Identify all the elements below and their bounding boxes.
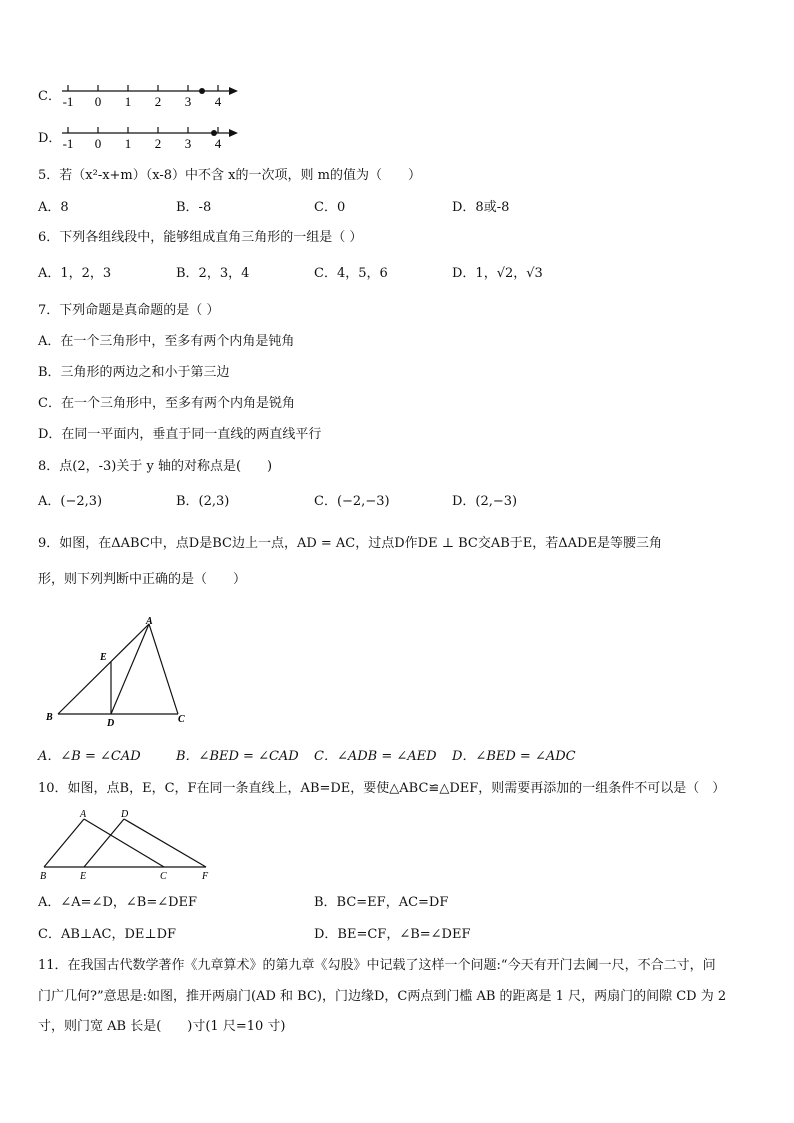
q10-label-e: E bbox=[80, 871, 87, 882]
numberline-tick-label: 0 bbox=[94, 136, 102, 151]
q10-label-d: D bbox=[121, 809, 129, 820]
numberline-d-point bbox=[211, 130, 217, 136]
numberline-tick-label: 3 bbox=[184, 94, 192, 109]
numberline-c-label: C． bbox=[38, 89, 61, 104]
q7-option-d: D．在同一平面内，垂直于同一直线的两直线平行 bbox=[38, 427, 322, 442]
q11-line-3: 寸，则门宽 AB 长是( )寸(1 尺=10 寸) bbox=[38, 1019, 286, 1034]
numberline-tick-label: 0 bbox=[94, 94, 102, 109]
numberline-tick-label: 2 bbox=[154, 94, 162, 109]
q9-label-e: E bbox=[100, 652, 107, 663]
q9-segment-ac bbox=[149, 624, 178, 714]
q9-figure bbox=[38, 612, 198, 728]
q9-option-b: B．∠BED = ∠CAD bbox=[176, 749, 299, 764]
q10-segment-df bbox=[124, 819, 206, 867]
q10-label-c: C bbox=[160, 871, 167, 882]
q6-option-b: B．2，3，4 bbox=[176, 266, 250, 281]
q7-option-b: B．三角形的两边之和小于第三边 bbox=[38, 365, 230, 380]
q6-stem: 6．下列各组线段中，能够组成直角三角形的一组是（ ） bbox=[38, 230, 363, 245]
q9-option-d: D．∠BED = ∠ADC bbox=[452, 749, 576, 764]
q9-label-c: C bbox=[178, 714, 185, 725]
numberline-tick-label: -1 bbox=[62, 136, 74, 151]
numberline-tick-label: 1 bbox=[124, 94, 132, 109]
q10-stem: 10．如图，点B，E，C，F在同一条直线上，AB=DE，要使△ABC≌△DEF，则需要再添加的一组条件不可以是（ ） bbox=[38, 781, 726, 796]
q9-segment-ab bbox=[58, 624, 149, 714]
q5-stem: 5．若（x²-x+m）（x-8）中不含 x的一次项，则 m的值为（ ） bbox=[38, 168, 421, 183]
q9-segment-ad bbox=[111, 624, 149, 714]
q9-stem-line2: 形，则下列判断中正确的是（ ） bbox=[38, 572, 247, 587]
q8-option-b: B．(2,3) bbox=[176, 494, 230, 509]
q5-option-d: D．8或-8 bbox=[452, 200, 510, 215]
q10-label-b: B bbox=[40, 871, 47, 882]
numberline-tick-label: 3 bbox=[184, 136, 192, 151]
q8-option-d: D．(2,−3) bbox=[452, 494, 518, 509]
q9-label-a: A bbox=[146, 616, 153, 627]
q5-option-a: A．8 bbox=[38, 200, 69, 215]
q9-option-a: A．∠B = ∠CAD bbox=[38, 749, 141, 764]
numberline-tick-label: 1 bbox=[124, 136, 132, 151]
q5-option-c: C．0 bbox=[314, 200, 346, 215]
numberline-tick-label: 4 bbox=[214, 136, 222, 151]
numberline-c-point bbox=[199, 88, 205, 94]
q10-segment-de bbox=[84, 819, 124, 867]
q9-label-b: B bbox=[46, 712, 53, 723]
q9-stem-line1: 9．如图，在ΔABC中，点D是BC边上一点，AD = AC，过点D作DE ⊥ BC交AB于E，若ΔADE是等腰三角 bbox=[38, 536, 662, 551]
q8-option-c: C．(−2,−3) bbox=[314, 494, 390, 509]
q10-figure bbox=[38, 806, 218, 882]
q10-option-b: B．BC=EF，AC=DF bbox=[314, 895, 449, 910]
numberline-tick-label: 2 bbox=[154, 136, 162, 151]
q11-line-2: 门广几何?”意思是:如图，推开两扇门(AD 和 BC)，门边缘D，C两点到门槛 AB 的距离是 1 尺，两扇门的间隙 CD 为 2 bbox=[38, 989, 727, 1004]
q7-option-c: C．在一个三角形中，至多有两个内角是锐角 bbox=[38, 396, 295, 411]
q9-label-d: D bbox=[107, 718, 115, 728]
q10-segment-ac bbox=[84, 819, 164, 867]
q6-option-a: A．1，2，3 bbox=[38, 266, 112, 281]
numberline-tick-label: 4 bbox=[214, 94, 222, 109]
numberline-d-label: D． bbox=[38, 131, 62, 146]
q7-option-a: A．在一个三角形中，至多有两个内角是钝角 bbox=[38, 334, 295, 349]
q6-option-d: D．1，√2，√3 bbox=[452, 266, 543, 281]
q6-option-c: C．4，5，6 bbox=[314, 266, 388, 281]
q9-option-c: C．∠ADB = ∠AED bbox=[314, 749, 437, 764]
q5-option-b: B．-8 bbox=[176, 200, 212, 215]
numberline-tick-label: -1 bbox=[62, 94, 74, 109]
q8-option-a: A．(−2,3) bbox=[38, 494, 103, 509]
q10-label-f: F bbox=[202, 871, 209, 882]
q8-stem: 8．点(2，-3)关于 y 轴的对称点是( ) bbox=[38, 459, 273, 474]
q10-option-a: A．∠A=∠D，∠B=∠DEF bbox=[38, 895, 198, 910]
q7-stem: 7．下列命题是真命题的是（ ） bbox=[38, 303, 220, 318]
q10-option-c: C．AB⊥AC，DE⊥DF bbox=[38, 927, 177, 942]
numberline-d bbox=[56, 122, 246, 154]
q10-label-a: A bbox=[80, 809, 87, 820]
numberline-c bbox=[56, 80, 246, 112]
q11-line-1: 11．在我国古代数学著作《九章算术》的第九章《勾股》中记载了这样一个问题:“今天有开门去阃一尺，不合二寸，问 bbox=[38, 958, 716, 973]
q10-segment-ab bbox=[44, 819, 84, 867]
q10-option-d: D．BE=CF，∠B=∠DEF bbox=[314, 927, 471, 942]
